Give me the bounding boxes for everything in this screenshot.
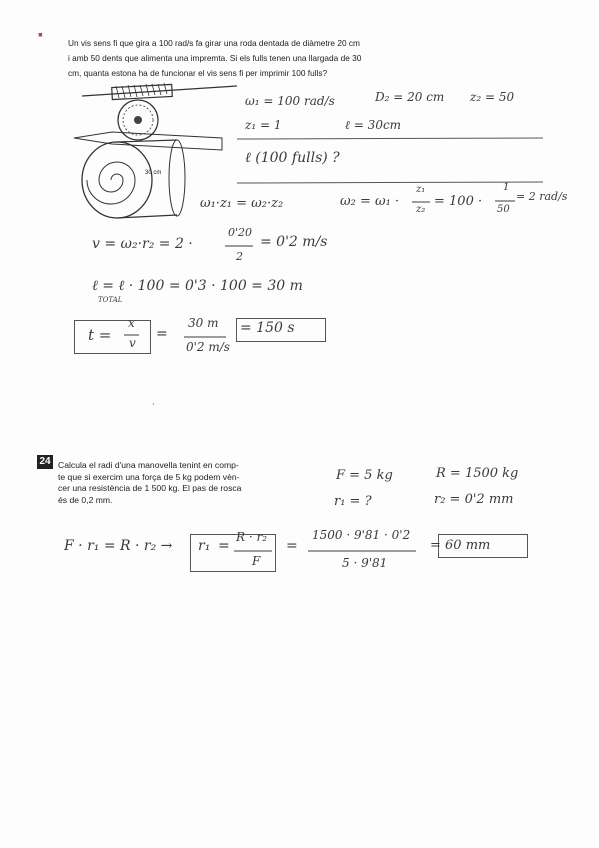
data-omega1: ω₁ = 100 rad/s	[245, 94, 335, 108]
eq-boxed-r1: r₁	[198, 538, 211, 554]
eq-frac2-num: 1500 · 9'81 · 0'2	[312, 528, 411, 542]
data-D2: D₂ = 20 cm	[375, 90, 445, 104]
data-z2: z₂ = 50	[470, 90, 515, 104]
statement-line: cer una resistència de 1 500 kg. El pas de rosca	[58, 483, 242, 493]
eq5-frac2-num: 30 m	[188, 316, 219, 330]
statement-line: te que si exercim una força de 5 kg podem vèn-	[58, 471, 240, 482]
eq2-result: = 2 rad/s	[516, 190, 568, 203]
eq3-frac-den: 2	[236, 250, 243, 263]
eq5-fraction-bar	[124, 333, 140, 337]
eq-frac-num: R · r₂	[236, 530, 268, 544]
eq5-prefix: t =	[88, 326, 112, 344]
eq-frac2-den: 5 · 9'81	[342, 556, 388, 570]
eq3-result: = 0'2 m/s	[260, 234, 328, 250]
eq2-frac-den: z₂	[416, 204, 426, 215]
equation-gear-relation: ω₁·z₁ = ω₂·z₂	[200, 196, 284, 211]
eq5-frac-den: v	[129, 336, 136, 350]
statement-line: cm, quanta estona ha de funcionar el vis sens fi per imprimir 100 fulls?	[68, 68, 328, 78]
eq2-mid: = 100 ·	[434, 194, 483, 209]
question-separator	[235, 180, 545, 186]
problem-23-statement	[68, 36, 398, 81]
problem-23-number: ▪	[38, 26, 43, 42]
eq2-fraction2-bar	[495, 199, 517, 203]
eq5-eq: =	[156, 326, 168, 342]
eq-eq2: =	[286, 538, 298, 554]
statement-line: Un vis sens fi que gira a 100 rad/s fa girar una roda dentada de diàmetre 20 cm	[68, 38, 360, 48]
data-force: F = 5 kg	[336, 468, 393, 483]
data-r1: r₁ = ?	[334, 494, 372, 509]
statement-line: és de 0,2 mm.	[58, 494, 113, 505]
problem-24-statement	[58, 460, 288, 506]
eq-mid: =	[218, 538, 230, 554]
data-resistance: R = 1500 kg	[436, 466, 519, 481]
total-length-equation: ℓ = ℓ · 100 = 0'3 · 100 = 30 m	[92, 278, 303, 294]
eq3-fraction-bar	[225, 244, 255, 248]
data-separator	[235, 136, 545, 142]
eq-prefix: F · r₁ = R · r₂ →	[64, 538, 173, 554]
eq-result: = 60 mm	[430, 538, 491, 553]
problem-24-number: 24	[37, 455, 53, 469]
eq-fraction-bar	[234, 549, 274, 553]
data-length: ℓ = 30cm	[345, 118, 402, 132]
eq-fraction2-bar	[308, 549, 418, 553]
roll-label: 30 cm	[145, 170, 162, 176]
eq5-result: = 150 s	[240, 320, 295, 336]
question: ℓ (100 fulls) ?	[245, 150, 340, 166]
eq5-frac-num: x	[128, 316, 135, 330]
data-r2: r₂ = 0'2 mm	[434, 492, 514, 507]
statement-line: i amb 50 dents que alimenta una impremta. Si els fulls tenen una llargada de 30	[68, 53, 362, 63]
eq2-frac2-den: 50	[497, 204, 510, 215]
data-z1: z₁ = 1	[245, 118, 282, 132]
statement-line: Calcula el radi d'una manovella tenint en comp-	[58, 460, 239, 470]
time-formula-box	[74, 320, 151, 354]
eq3-frac-num: 0'20	[228, 226, 253, 239]
eq2-frac-num: z₁	[416, 184, 426, 195]
eq-frac-den: F	[252, 554, 261, 568]
eq5-fraction2-bar	[184, 335, 228, 339]
eq2-fraction-bar	[412, 200, 432, 204]
eq2-prefix: ω₂ = ω₁ ·	[340, 194, 400, 209]
total-subscript: TOTAL	[98, 296, 123, 304]
stray-mark: ·	[152, 400, 155, 409]
eq3-prefix: v = ω₂·r₂ = 2 ·	[92, 236, 193, 252]
eq2-frac2-num: 1	[503, 182, 510, 193]
eq5-frac2-den: 0'2 m/s	[186, 340, 230, 354]
